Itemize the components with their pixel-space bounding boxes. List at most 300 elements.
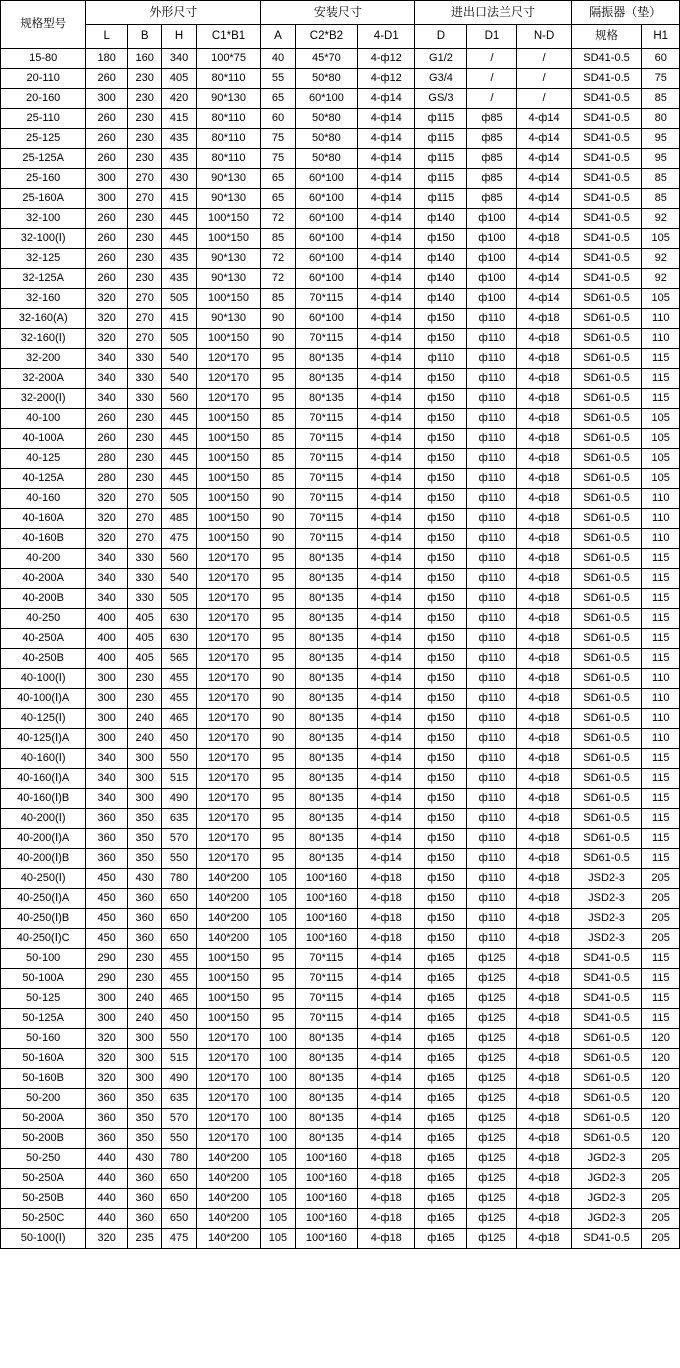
data-cell: 100*150 bbox=[196, 209, 261, 229]
data-cell: 4-ф14 bbox=[358, 109, 415, 129]
model-cell: 50-200 bbox=[1, 1089, 86, 1109]
model-cell: 40-160A bbox=[1, 509, 86, 529]
model-cell: 25-125 bbox=[1, 129, 86, 149]
data-cell: 120*170 bbox=[196, 1069, 261, 1089]
data-cell: ф165 bbox=[415, 1009, 467, 1029]
data-cell: 650 bbox=[162, 929, 196, 949]
data-cell: 445 bbox=[162, 229, 196, 249]
data-cell: 260 bbox=[86, 269, 128, 289]
data-cell: 230 bbox=[128, 689, 162, 709]
data-cell: 4-ф18 bbox=[517, 949, 571, 969]
data-cell: 405 bbox=[128, 609, 162, 629]
data-cell: 4-ф18 bbox=[517, 569, 571, 589]
data-cell: 115 bbox=[642, 829, 680, 849]
data-cell: 70*115 bbox=[295, 1009, 357, 1029]
data-cell: 105 bbox=[642, 289, 680, 309]
data-cell: 360 bbox=[128, 909, 162, 929]
data-cell: 630 bbox=[162, 629, 196, 649]
data-cell: ф125 bbox=[467, 1089, 517, 1109]
data-cell: 360 bbox=[128, 1169, 162, 1189]
data-cell: 4-ф14 bbox=[358, 209, 415, 229]
data-cell: 540 bbox=[162, 569, 196, 589]
data-cell: / bbox=[467, 69, 517, 89]
data-cell: GS/3 bbox=[415, 89, 467, 109]
table-row bbox=[1, 1009, 680, 1029]
data-cell: 70*115 bbox=[295, 429, 357, 449]
model-cell: 50-100A bbox=[1, 969, 86, 989]
table-row bbox=[1, 249, 680, 269]
data-cell: 80*135 bbox=[295, 1089, 357, 1109]
data-cell: 4-ф18 bbox=[517, 589, 571, 609]
data-cell: 140*200 bbox=[196, 1229, 261, 1249]
data-cell: 100 bbox=[261, 1089, 295, 1109]
data-cell: ф110 bbox=[467, 849, 517, 869]
data-cell: SD61-0.5 bbox=[571, 1129, 642, 1149]
data-cell: 320 bbox=[86, 309, 128, 329]
table-row bbox=[1, 209, 680, 229]
data-cell: 430 bbox=[128, 869, 162, 889]
data-cell: 4-ф18 bbox=[517, 1169, 571, 1189]
data-cell: ф150 bbox=[415, 769, 467, 789]
data-cell: 360 bbox=[86, 849, 128, 869]
data-cell: 115 bbox=[642, 649, 680, 669]
table-row bbox=[1, 1129, 680, 1149]
data-cell: 100*150 bbox=[196, 989, 261, 1009]
data-cell: 435 bbox=[162, 269, 196, 289]
data-cell: SD61-0.5 bbox=[571, 369, 642, 389]
data-cell: 95 bbox=[261, 349, 295, 369]
data-cell: 4-ф18 bbox=[517, 549, 571, 569]
data-cell: 475 bbox=[162, 1229, 196, 1249]
data-cell: ф165 bbox=[415, 1049, 467, 1069]
data-cell: 72 bbox=[261, 269, 295, 289]
data-cell: SD41-0.5 bbox=[571, 49, 642, 69]
data-cell: 330 bbox=[128, 589, 162, 609]
data-cell: 80*110 bbox=[196, 149, 261, 169]
data-cell: 300 bbox=[86, 709, 128, 729]
data-cell: 4-ф18 bbox=[517, 1189, 571, 1209]
data-cell: 430 bbox=[128, 1149, 162, 1169]
data-cell: 4-ф18 bbox=[517, 869, 571, 889]
data-cell: 110 bbox=[642, 489, 680, 509]
data-cell: 4-ф14 bbox=[358, 1089, 415, 1109]
table-row bbox=[1, 309, 680, 329]
data-cell: 435 bbox=[162, 129, 196, 149]
data-cell: ф165 bbox=[415, 1169, 467, 1189]
data-cell: 4-ф18 bbox=[517, 409, 571, 429]
model-cell: 50-200B bbox=[1, 1129, 86, 1149]
table-row bbox=[1, 429, 680, 449]
data-cell: 4-ф14 bbox=[358, 569, 415, 589]
data-cell: 80*135 bbox=[295, 369, 357, 389]
data-cell: 4-ф14 bbox=[517, 209, 571, 229]
data-cell: 340 bbox=[86, 589, 128, 609]
data-cell: 110 bbox=[642, 509, 680, 529]
data-cell: / bbox=[517, 69, 571, 89]
data-cell: 85 bbox=[642, 169, 680, 189]
data-cell: 4-ф14 bbox=[517, 289, 571, 309]
data-cell: 4-ф18 bbox=[358, 1149, 415, 1169]
data-cell: 115 bbox=[642, 989, 680, 1009]
data-cell: 270 bbox=[128, 529, 162, 549]
data-cell: 70*115 bbox=[295, 409, 357, 429]
data-cell: 115 bbox=[642, 389, 680, 409]
table-row bbox=[1, 129, 680, 149]
data-cell: JGD2-3 bbox=[571, 1209, 642, 1229]
data-cell: 140*200 bbox=[196, 1209, 261, 1229]
data-cell: 4-ф18 bbox=[517, 629, 571, 649]
data-cell: 75 bbox=[261, 149, 295, 169]
data-cell: SD61-0.5 bbox=[571, 469, 642, 489]
data-cell: SD41-0.5 bbox=[571, 229, 642, 249]
data-cell: 50*80 bbox=[295, 149, 357, 169]
data-cell: 110 bbox=[642, 729, 680, 749]
data-cell: ф150 bbox=[415, 809, 467, 829]
data-cell: SD61-0.5 bbox=[571, 429, 642, 449]
data-cell: ф165 bbox=[415, 1069, 467, 1089]
data-cell: 290 bbox=[86, 949, 128, 969]
data-cell: 230 bbox=[128, 229, 162, 249]
table-header bbox=[1, 1, 680, 49]
data-cell: 4-ф14 bbox=[358, 1029, 415, 1049]
data-cell: 120*170 bbox=[196, 729, 261, 749]
data-cell: 115 bbox=[642, 789, 680, 809]
table-row bbox=[1, 769, 680, 789]
data-cell: 115 bbox=[642, 949, 680, 969]
data-cell: 4-ф18 bbox=[517, 1129, 571, 1149]
data-cell: 230 bbox=[128, 429, 162, 449]
sub-header-cell: H bbox=[162, 25, 196, 49]
data-cell: 95 bbox=[642, 149, 680, 169]
data-cell: ф165 bbox=[415, 1109, 467, 1129]
data-cell: ф165 bbox=[415, 969, 467, 989]
data-cell: 60 bbox=[642, 49, 680, 69]
model-cell: 25-160A bbox=[1, 189, 86, 209]
data-cell: 205 bbox=[642, 869, 680, 889]
data-cell: 4-ф14 bbox=[358, 389, 415, 409]
data-cell: 80*135 bbox=[295, 389, 357, 409]
data-cell: 4-ф18 bbox=[517, 909, 571, 929]
data-cell: 105 bbox=[642, 469, 680, 489]
data-cell: SD61-0.5 bbox=[571, 549, 642, 569]
data-cell: ф110 bbox=[467, 689, 517, 709]
data-cell: 100 bbox=[261, 1049, 295, 1069]
data-cell: 80*110 bbox=[196, 129, 261, 149]
model-cell: 40-250B bbox=[1, 649, 86, 669]
data-cell: 4-ф14 bbox=[358, 349, 415, 369]
data-cell: 65 bbox=[261, 189, 295, 209]
model-cell: 40-200(Ⅰ)A bbox=[1, 829, 86, 849]
data-cell: SD61-0.5 bbox=[571, 809, 642, 829]
data-cell: ф110 bbox=[467, 309, 517, 329]
data-cell: 4-ф18 bbox=[517, 829, 571, 849]
data-cell: 4-ф14 bbox=[358, 529, 415, 549]
sub-header-cell: N-D bbox=[517, 25, 571, 49]
model-cell: 50-250 bbox=[1, 1149, 86, 1169]
table-row bbox=[1, 509, 680, 529]
table-row bbox=[1, 349, 680, 369]
table-row bbox=[1, 1049, 680, 1069]
data-cell: ф150 bbox=[415, 849, 467, 869]
data-cell: 110 bbox=[642, 329, 680, 349]
table-row bbox=[1, 529, 680, 549]
data-cell: 90 bbox=[261, 709, 295, 729]
data-cell: ф165 bbox=[415, 949, 467, 969]
table-row bbox=[1, 469, 680, 489]
model-cell: 25-110 bbox=[1, 109, 86, 129]
data-cell: 455 bbox=[162, 669, 196, 689]
data-cell: SD61-0.5 bbox=[571, 1069, 642, 1089]
data-cell: ф125 bbox=[467, 1169, 517, 1189]
data-cell: 95 bbox=[261, 369, 295, 389]
data-cell: 40 bbox=[261, 49, 295, 69]
data-cell: 110 bbox=[642, 709, 680, 729]
data-cell: 4-ф18 bbox=[517, 309, 571, 329]
data-cell: ф110 bbox=[467, 709, 517, 729]
data-cell: 85 bbox=[261, 449, 295, 469]
data-cell: 4-ф14 bbox=[517, 109, 571, 129]
data-cell: 120*170 bbox=[196, 809, 261, 829]
data-cell: SD41-0.5 bbox=[571, 69, 642, 89]
data-cell: ф110 bbox=[467, 789, 517, 809]
data-cell: 105 bbox=[642, 229, 680, 249]
table-row bbox=[1, 829, 680, 849]
model-cell: 32-100(Ⅰ) bbox=[1, 229, 86, 249]
data-cell: SD41-0.5 bbox=[571, 209, 642, 229]
table-row bbox=[1, 1069, 680, 1089]
data-cell: 430 bbox=[162, 169, 196, 189]
data-cell: 115 bbox=[642, 749, 680, 769]
data-cell: 100 bbox=[261, 1069, 295, 1089]
data-cell: 465 bbox=[162, 709, 196, 729]
data-cell: 75 bbox=[261, 129, 295, 149]
data-cell: ф150 bbox=[415, 629, 467, 649]
table-row bbox=[1, 489, 680, 509]
data-cell: 4-ф14 bbox=[358, 649, 415, 669]
model-cell: 40-100(Ⅰ) bbox=[1, 669, 86, 689]
data-cell: 100 bbox=[261, 1029, 295, 1049]
data-cell: ф100 bbox=[467, 229, 517, 249]
data-cell: ф110 bbox=[467, 409, 517, 429]
data-cell: ф100 bbox=[467, 209, 517, 229]
data-cell: 565 bbox=[162, 649, 196, 669]
sub-header-cell: D1 bbox=[467, 25, 517, 49]
data-cell: 560 bbox=[162, 389, 196, 409]
data-cell: 45*70 bbox=[295, 49, 357, 69]
data-cell: 505 bbox=[162, 289, 196, 309]
model-cell: 40-160 bbox=[1, 489, 86, 509]
data-cell: SD61-0.5 bbox=[571, 589, 642, 609]
model-cell: 20-160 bbox=[1, 89, 86, 109]
data-cell: 260 bbox=[86, 69, 128, 89]
data-cell: 120*170 bbox=[196, 349, 261, 369]
data-cell: 230 bbox=[128, 69, 162, 89]
data-cell: SD61-0.5 bbox=[571, 1049, 642, 1069]
data-cell: 205 bbox=[642, 1169, 680, 1189]
sub-header-cell: 规格 bbox=[571, 25, 642, 49]
data-cell: 50*80 bbox=[295, 109, 357, 129]
data-cell: 115 bbox=[642, 1009, 680, 1029]
data-cell: 4-ф14 bbox=[358, 589, 415, 609]
sub-header-cell: C2*B2 bbox=[295, 25, 357, 49]
data-cell: 405 bbox=[128, 629, 162, 649]
data-cell: 110 bbox=[642, 669, 680, 689]
data-cell: 4-ф14 bbox=[358, 849, 415, 869]
data-cell: 70*115 bbox=[295, 529, 357, 549]
data-cell: 360 bbox=[128, 929, 162, 949]
table-row bbox=[1, 569, 680, 589]
data-cell: ф165 bbox=[415, 1129, 467, 1149]
data-cell: 550 bbox=[162, 1129, 196, 1149]
data-cell: ф110 bbox=[467, 909, 517, 929]
data-cell: JGD2-3 bbox=[571, 1169, 642, 1189]
model-cell: 40-200(Ⅰ) bbox=[1, 809, 86, 829]
data-cell: 100*150 bbox=[196, 449, 261, 469]
data-cell: SD61-0.5 bbox=[571, 729, 642, 749]
data-cell: 320 bbox=[86, 1069, 128, 1089]
data-cell: 260 bbox=[86, 249, 128, 269]
data-cell: 60*100 bbox=[295, 309, 357, 329]
data-cell: 4-ф18 bbox=[358, 1189, 415, 1209]
data-cell: 440 bbox=[86, 1209, 128, 1229]
data-cell: 90*130 bbox=[196, 169, 261, 189]
data-cell: 95 bbox=[261, 389, 295, 409]
data-cell: 70*115 bbox=[295, 449, 357, 469]
model-cell: 32-200 bbox=[1, 349, 86, 369]
sub-header-row bbox=[1, 25, 680, 49]
data-cell: 4-ф18 bbox=[517, 1069, 571, 1089]
data-cell: 120*170 bbox=[196, 709, 261, 729]
data-cell: 450 bbox=[86, 909, 128, 929]
data-cell: 120*170 bbox=[196, 749, 261, 769]
data-cell: 475 bbox=[162, 529, 196, 549]
data-cell: 85 bbox=[261, 289, 295, 309]
model-cell: 40-200 bbox=[1, 549, 86, 569]
data-cell: 4-ф14 bbox=[358, 1109, 415, 1129]
data-cell: 4-ф18 bbox=[517, 1229, 571, 1249]
data-cell: SD61-0.5 bbox=[571, 609, 642, 629]
data-cell: ф110 bbox=[415, 349, 467, 369]
data-cell: 205 bbox=[642, 1209, 680, 1229]
data-cell: 4-ф14 bbox=[358, 1049, 415, 1069]
data-cell: 360 bbox=[86, 1109, 128, 1129]
table-row bbox=[1, 289, 680, 309]
data-cell: 120*170 bbox=[196, 849, 261, 869]
data-cell: 105 bbox=[261, 1229, 295, 1249]
data-cell: 300 bbox=[86, 989, 128, 1009]
data-cell: 4-ф18 bbox=[358, 869, 415, 889]
data-cell: SD61-0.5 bbox=[571, 709, 642, 729]
data-cell: 90*130 bbox=[196, 189, 261, 209]
data-cell: 105 bbox=[261, 869, 295, 889]
data-cell: 650 bbox=[162, 909, 196, 929]
data-cell: 635 bbox=[162, 1089, 196, 1109]
data-cell: SD41-0.5 bbox=[571, 269, 642, 289]
data-cell: 4-ф18 bbox=[517, 1109, 571, 1129]
data-cell: 490 bbox=[162, 1069, 196, 1089]
data-cell: 780 bbox=[162, 1149, 196, 1169]
data-cell: 4-ф14 bbox=[358, 169, 415, 189]
data-cell: ф150 bbox=[415, 689, 467, 709]
data-cell: 80*135 bbox=[295, 609, 357, 629]
data-cell: ф125 bbox=[467, 1229, 517, 1249]
model-cell: 32-100 bbox=[1, 209, 86, 229]
table-row bbox=[1, 889, 680, 909]
data-cell: SD61-0.5 bbox=[571, 489, 642, 509]
data-cell: ф125 bbox=[467, 1209, 517, 1229]
data-cell: 95 bbox=[261, 629, 295, 649]
data-cell: 115 bbox=[642, 569, 680, 589]
data-cell: 350 bbox=[128, 849, 162, 869]
data-cell: 4-ф14 bbox=[358, 789, 415, 809]
data-cell: SD41-0.5 bbox=[571, 89, 642, 109]
data-cell: ф150 bbox=[415, 449, 467, 469]
group-header-cell: 安装尺寸 bbox=[261, 1, 415, 25]
data-cell: 4-ф18 bbox=[517, 509, 571, 529]
data-cell: ф150 bbox=[415, 329, 467, 349]
data-cell: 70*115 bbox=[295, 489, 357, 509]
data-cell: ф150 bbox=[415, 669, 467, 689]
data-cell: 80*135 bbox=[295, 669, 357, 689]
data-cell: 415 bbox=[162, 189, 196, 209]
data-cell: 60*100 bbox=[295, 189, 357, 209]
sub-header-cell: L bbox=[86, 25, 128, 49]
group-header-row bbox=[1, 1, 680, 25]
data-cell: 4-ф14 bbox=[358, 809, 415, 829]
data-cell: 240 bbox=[128, 1009, 162, 1029]
data-cell: ф110 bbox=[467, 669, 517, 689]
data-cell: 60*100 bbox=[295, 169, 357, 189]
data-cell: 80*135 bbox=[295, 689, 357, 709]
data-cell: SD61-0.5 bbox=[571, 409, 642, 429]
data-cell: 300 bbox=[86, 189, 128, 209]
data-cell: 260 bbox=[86, 429, 128, 449]
table-row bbox=[1, 969, 680, 989]
data-cell: 90 bbox=[261, 509, 295, 529]
data-cell: ф125 bbox=[467, 1149, 517, 1169]
table-row bbox=[1, 1149, 680, 1169]
data-cell: ф110 bbox=[467, 929, 517, 949]
data-cell: 260 bbox=[86, 129, 128, 149]
table-row bbox=[1, 449, 680, 469]
model-cell: 32-160(Ⅰ) bbox=[1, 329, 86, 349]
data-cell: 120*170 bbox=[196, 649, 261, 669]
model-cell: 32-160 bbox=[1, 289, 86, 309]
data-cell: 320 bbox=[86, 1029, 128, 1049]
data-cell: ф85 bbox=[467, 129, 517, 149]
data-cell: 4-ф18 bbox=[517, 609, 571, 629]
data-cell: ф85 bbox=[467, 169, 517, 189]
data-cell: 270 bbox=[128, 329, 162, 349]
data-cell: 115 bbox=[642, 849, 680, 869]
model-cell: 40-125(Ⅰ)A bbox=[1, 729, 86, 749]
data-cell: 400 bbox=[86, 629, 128, 649]
data-cell: 90*130 bbox=[196, 89, 261, 109]
data-cell: 4-ф14 bbox=[358, 1069, 415, 1089]
data-cell: 120 bbox=[642, 1069, 680, 1089]
model-cell: 40-200A bbox=[1, 569, 86, 589]
data-cell: ф140 bbox=[415, 209, 467, 229]
model-cell: 40-100(Ⅰ)A bbox=[1, 689, 86, 709]
data-cell: 4-ф18 bbox=[358, 1229, 415, 1249]
data-cell: SD61-0.5 bbox=[571, 329, 642, 349]
data-cell: 72 bbox=[261, 249, 295, 269]
data-cell: 4-ф18 bbox=[517, 669, 571, 689]
data-cell: 100*160 bbox=[295, 1189, 357, 1209]
data-cell: 340 bbox=[86, 789, 128, 809]
data-cell: ф150 bbox=[415, 489, 467, 509]
data-cell: 320 bbox=[86, 1229, 128, 1249]
